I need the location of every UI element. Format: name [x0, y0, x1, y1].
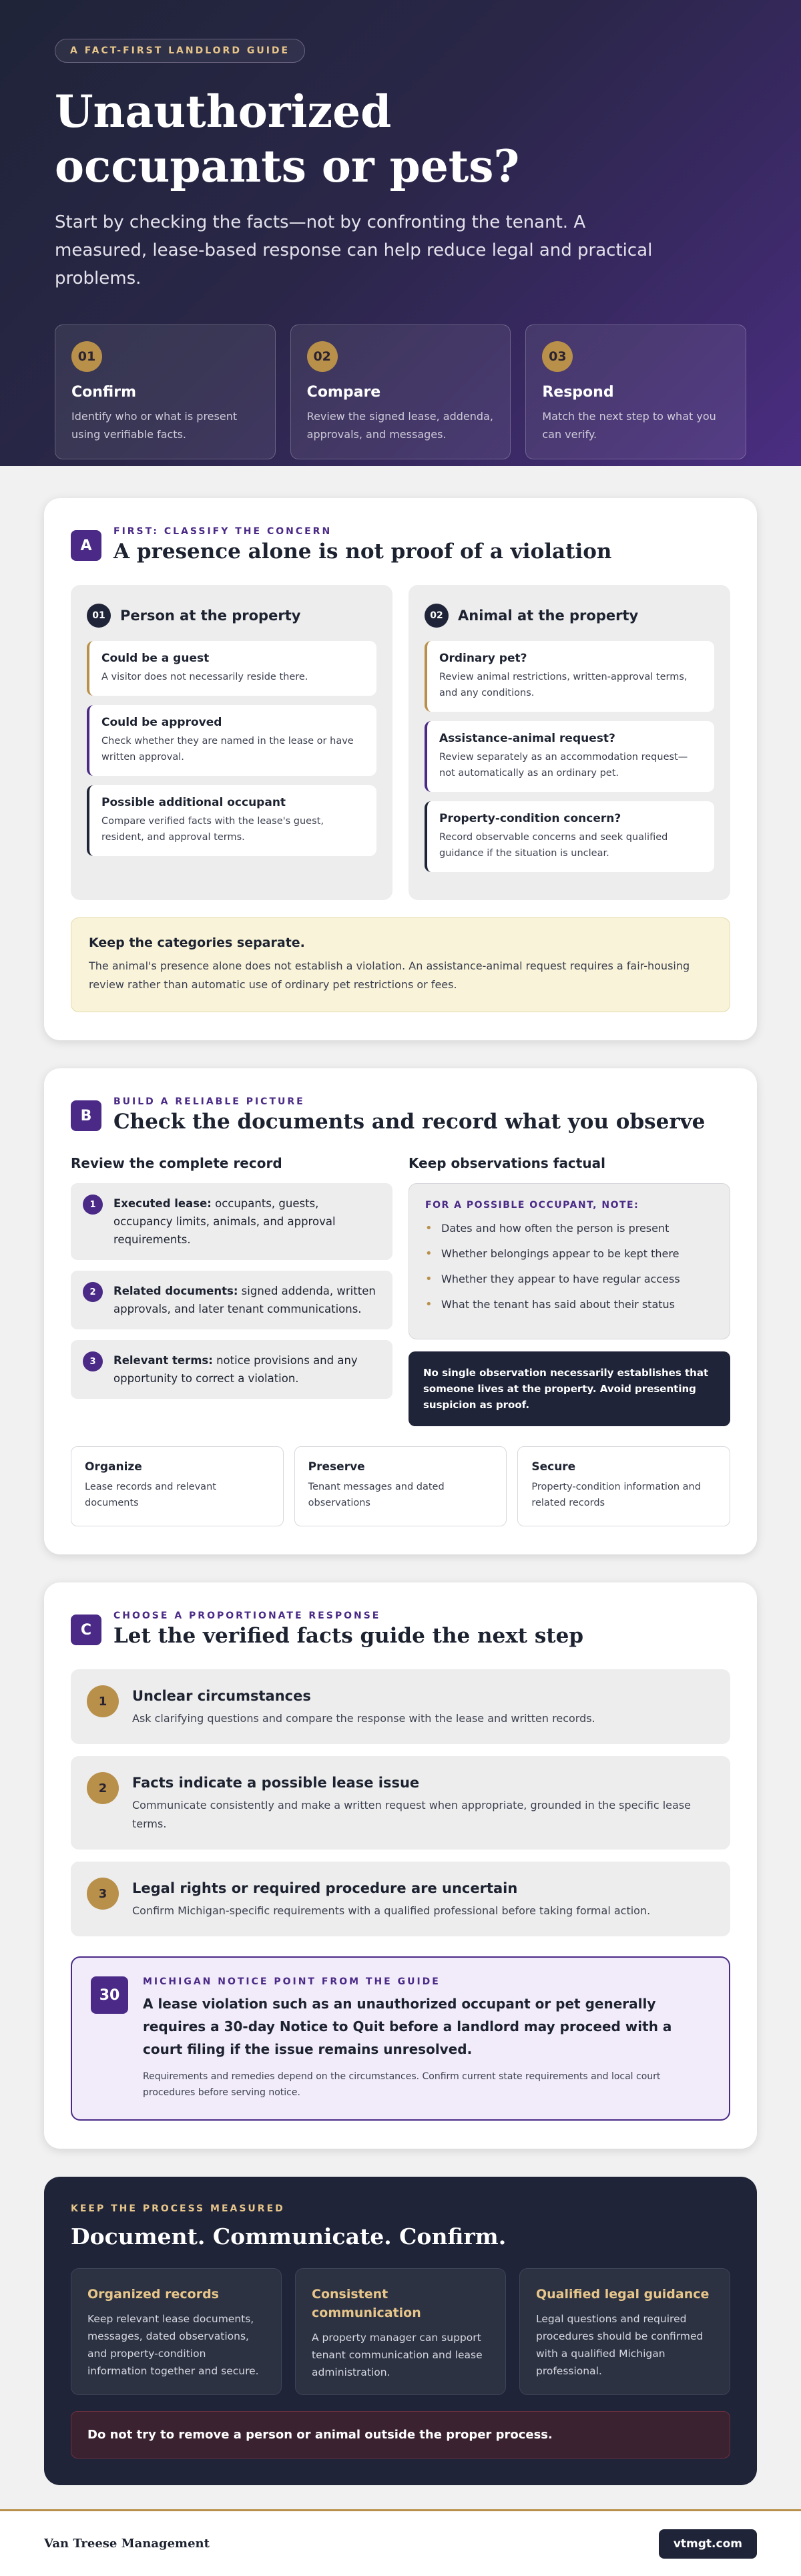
guide-eyebrow: A FACT-FIRST LANDLORD GUIDE — [55, 39, 305, 63]
panel-title: Person at the property — [120, 608, 301, 624]
item-title: Property-condition concern? — [439, 812, 621, 825]
card-text: Keep relevant lease documents, messages, dated observations, and property-condition information together and secure. — [87, 2313, 259, 2377]
response-number: 2 — [87, 1772, 119, 1804]
item-text: Compare verified facts with the lease's guest, resident, and approval terms. — [101, 816, 324, 843]
item-number: 2 — [83, 1282, 103, 1302]
person-panel — [71, 585, 392, 900]
card-title: Qualified legal guidance — [536, 2287, 710, 2302]
section-response — [44, 1582, 757, 2149]
list-item — [71, 1271, 392, 1329]
column-title: Review the complete record — [71, 1155, 282, 1171]
step-cards — [55, 325, 746, 459]
step-title: Compare — [306, 384, 381, 401]
person-item-approved — [87, 705, 376, 776]
secure-card — [517, 1446, 730, 1526]
item-text: Review animal restrictions, written-approval terms, and any conditions. — [439, 672, 688, 698]
panel-number: 01 — [87, 604, 111, 628]
section-documents — [44, 1068, 757, 1554]
section-letter-badge: C — [71, 1615, 101, 1645]
notice-text: Requirements and remedies depend on the circumstances. Confirm current state requirements and local court procedures before serving notice. — [143, 2071, 661, 2098]
notice-days-badge: 30 — [91, 1976, 128, 2014]
item-text — [113, 1351, 380, 1387]
section-letter-badge: B — [71, 1100, 101, 1131]
animal-item-pet — [425, 641, 714, 712]
observations-box — [409, 1183, 730, 1339]
card-text: Legal questions and required procedures should be confirmed with a qualified Michigan professional. — [536, 2313, 704, 2377]
list-item — [71, 1183, 392, 1260]
documents-columns — [71, 1155, 730, 1426]
note-title: Keep the categories separate. — [89, 935, 305, 950]
response-title: Legal rights or required procedure are uncertain — [132, 1880, 518, 1896]
page-title: Unauthorized occupants or pets? — [55, 85, 520, 192]
item-title: Assistance-animal request? — [439, 732, 615, 745]
observation-warning: No single observation necessarily establishes that someone lives at the property. Avoid presenting suspicion as proof. — [409, 1351, 730, 1426]
panel-number: 02 — [425, 604, 449, 628]
person-item-guest — [87, 641, 376, 696]
step-title: Confirm — [71, 384, 137, 401]
card-title: Consistent communication — [312, 2287, 421, 2320]
section-classify — [44, 498, 757, 1040]
closing-kicker: KEEP THE PROCESS MEASURED — [71, 2203, 285, 2214]
response-text: Confirm Michigan-specific requirements with a qualified professional before taking formal action. — [132, 1904, 651, 1917]
column-title: Keep observations factual — [409, 1155, 605, 1171]
item-body: notice provisions and any opportunity to correct a violation. — [113, 1354, 358, 1385]
footer — [0, 2509, 801, 2576]
step-card-compare — [290, 325, 511, 459]
response-item-lease-issue — [71, 1756, 730, 1850]
item-text — [113, 1195, 380, 1249]
response-title: Facts indicate a possible lease issue — [132, 1775, 420, 1791]
note-text: The animal's presence alone does not establish a violation. An assistance-animal request requires a fair-housing review rather than automatic use of ordinary pet restrictions or fees. — [89, 959, 690, 991]
section-kicker: BUILD A RELIABLE PICTURE — [113, 1096, 305, 1107]
document-list — [71, 1183, 392, 1399]
section-header — [71, 1611, 730, 1648]
michigan-notice-box — [71, 1956, 730, 2121]
item-title: Possible additional occupant — [101, 796, 286, 809]
section-header — [71, 1096, 730, 1134]
item-label: Related documents: — [113, 1285, 238, 1297]
step-number: 01 — [71, 341, 102, 372]
card-title: Organized records — [87, 2287, 219, 2302]
closing-title: Document. Communicate. Confirm. — [71, 2223, 507, 2249]
section-header — [71, 526, 730, 564]
response-list — [71, 1669, 730, 1936]
closing-section — [44, 2177, 757, 2485]
card-text: Lease records and relevant documents — [85, 1482, 216, 1508]
response-item-unclear — [71, 1669, 730, 1744]
response-text: Ask clarifying questions and compare the response with the lease and written records. — [132, 1712, 595, 1725]
removal-warning: Do not try to remove a person or animal outside the proper process. — [71, 2411, 730, 2458]
animal-item-condition — [425, 801, 714, 872]
step-text: Match the next step to what you can verify. — [542, 410, 716, 441]
animal-item-assistance — [425, 721, 714, 792]
hero-intro: Start by checking the facts—not by confronting the tenant. A measured, lease-based response can help reduce legal and practical problems. — [55, 212, 653, 288]
step-text: Identify who or what is present using verifiable facts. — [71, 410, 238, 441]
section-letter-badge: A — [71, 530, 101, 561]
brand-name: Van Treese Management — [44, 2537, 210, 2551]
organize-card — [71, 1446, 284, 1526]
observations-column — [409, 1155, 730, 1426]
item-text — [113, 1282, 380, 1318]
item-label: Executed lease: — [113, 1197, 212, 1210]
item-text: Review separately as an accommodation request—not automatically as an ordinary pet. — [439, 752, 688, 779]
animal-panel — [409, 585, 730, 900]
card-text: Property-condition information and related records — [531, 1482, 701, 1508]
card-text: Tenant messages and dated observations — [308, 1482, 445, 1508]
separate-categories-note — [71, 917, 730, 1012]
response-title: Unclear circumstances — [132, 1688, 311, 1704]
section-kicker: FIRST: CLASSIFY THE CONCERN — [113, 526, 332, 537]
card-title: Organize — [85, 1460, 142, 1474]
step-number: 03 — [542, 341, 573, 372]
section-title: A presence alone is not proof of a violation — [113, 540, 612, 564]
record-column — [71, 1155, 392, 1426]
list-item — [71, 1340, 392, 1399]
closing-cards — [71, 2268, 730, 2395]
item-number: 1 — [83, 1195, 103, 1215]
card-title: Secure — [531, 1460, 576, 1474]
item-body: occupants, guests, occupancy limits, animals, and approval requirements. — [113, 1197, 336, 1246]
records-card — [71, 2268, 282, 2395]
list-item: • What the tenant has said about their status — [425, 1297, 714, 1312]
item-title: Ordinary pet? — [439, 652, 527, 665]
response-text: Communicate consistently and make a written request when appropriate, grounded in the specific lease terms. — [132, 1799, 691, 1830]
preserve-card — [294, 1446, 507, 1526]
notice-title: A lease violation such as an unauthorized occupant or pet generally requires a 30-day Notice to Quit before a landlord may proceed with a court filing if the issue remains unresolved. — [143, 1996, 672, 2057]
step-text: Review the signed lease, addenda, approvals, and messages. — [306, 410, 493, 441]
legal-guidance-card — [519, 2268, 730, 2395]
panel-header — [425, 604, 714, 628]
item-text: A visitor does not necessarily reside there. — [101, 672, 308, 682]
step-card-confirm — [55, 325, 276, 459]
person-item-occupant — [87, 785, 376, 856]
card-text: A property manager can support tenant communication and lease administration. — [312, 2332, 483, 2378]
hero — [0, 0, 801, 466]
notice-kicker: MICHIGAN NOTICE POINT FROM THE GUIDE — [143, 1976, 441, 1987]
main-content — [0, 466, 801, 2485]
classification-columns — [71, 585, 730, 900]
communication-card — [295, 2268, 506, 2395]
observations-kicker: FOR A POSSIBLE OCCUPANT, NOTE: — [425, 1200, 639, 1211]
panel-title: Animal at the property — [458, 608, 639, 624]
record-keeping-cards — [71, 1446, 730, 1526]
website-link[interactable]: vtmgt.com — [659, 2529, 757, 2559]
item-title: Could be a guest — [101, 652, 210, 665]
item-body: signed addenda, written approvals, and later tenant communications. — [113, 1285, 376, 1315]
section-title: Check the documents and record what you observe — [113, 1110, 706, 1134]
step-number: 02 — [307, 341, 338, 372]
section-title: Let the verified facts guide the next step — [113, 1624, 584, 1648]
item-text: Record observable concerns and seek qualified guidance if the situation is unclear. — [439, 832, 668, 859]
list-item: • Dates and how often the person is present — [425, 1221, 714, 1236]
item-number: 3 — [83, 1351, 103, 1371]
section-kicker: CHOOSE A PROPORTIONATE RESPONSE — [113, 1611, 381, 1621]
response-item-legal — [71, 1862, 730, 1936]
item-text: Check whether they are named in the lease or have written approval. — [101, 736, 354, 763]
step-card-respond — [525, 325, 746, 459]
item-title: Could be approved — [101, 716, 222, 729]
card-title: Preserve — [308, 1460, 365, 1474]
list-item: • Whether they appear to have regular access — [425, 1272, 714, 1287]
list-item: • Whether belongings appear to be kept there — [425, 1247, 714, 1261]
response-number: 3 — [87, 1878, 119, 1910]
item-label: Relevant terms: — [113, 1354, 213, 1367]
response-number: 1 — [87, 1685, 119, 1717]
panel-header — [87, 604, 376, 628]
step-title: Respond — [542, 384, 614, 401]
observations-list — [425, 1221, 714, 1312]
